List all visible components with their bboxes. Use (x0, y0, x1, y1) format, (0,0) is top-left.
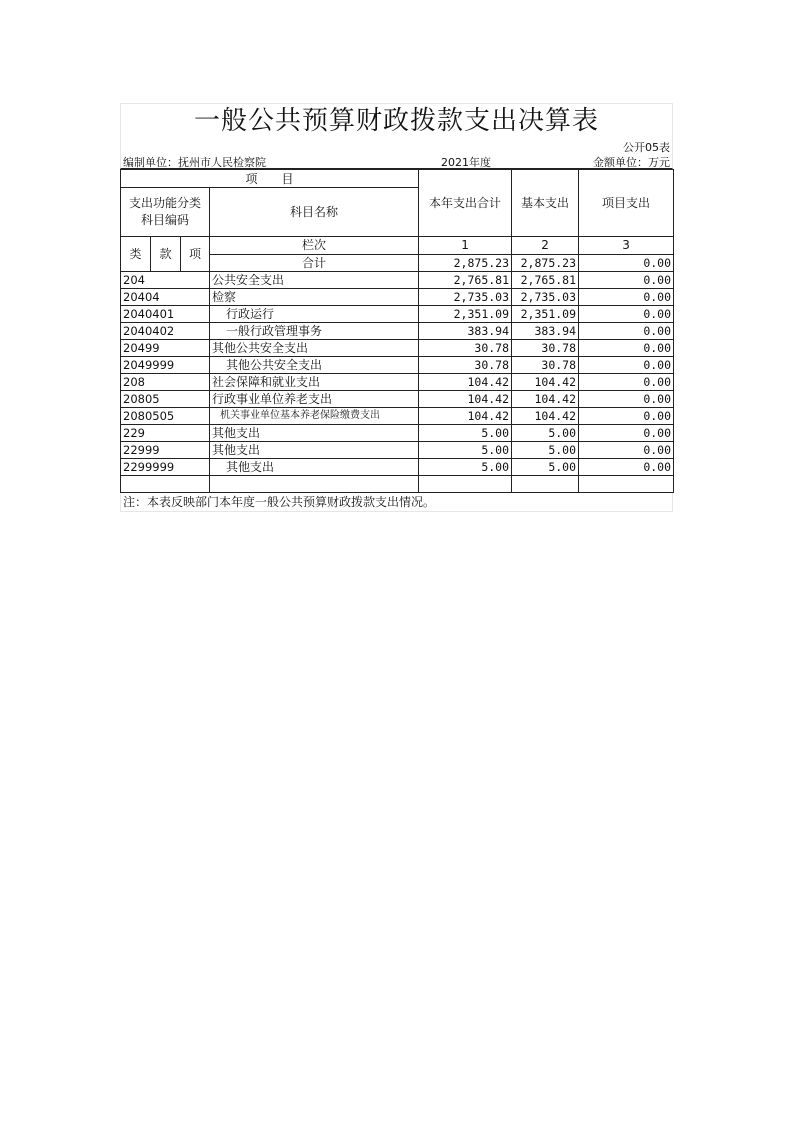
form-number: 公开05表 (623, 141, 670, 154)
table-row (121, 323, 674, 340)
row-basic: 5.00 (512, 442, 579, 459)
row-name: 其他公共安全支出 (210, 357, 419, 374)
empty-cell (210, 476, 419, 493)
row-code: 2040402 (121, 323, 210, 340)
row-total: 2,735.03 (419, 289, 512, 306)
row-project: 0.00 (579, 340, 674, 357)
row-name: 机关事业单位基本养老保险缴费支出 (210, 408, 419, 425)
sum-project: 0.00 (579, 254, 674, 272)
row-basic: 2,765.81 (512, 272, 579, 289)
row-basic: 104.42 (512, 374, 579, 391)
row-total: 5.00 (419, 425, 512, 442)
table-row (121, 374, 674, 391)
org-label: 编制单位：抚州市人民检察院 (123, 156, 266, 169)
table-row (121, 459, 674, 476)
row-code: 204 (121, 272, 210, 289)
row-basic: 5.00 (512, 425, 579, 442)
row-code: 2299999 (121, 459, 210, 476)
row-total: 2,765.81 (419, 272, 512, 289)
header-total: 本年支出合计 (419, 170, 512, 237)
row-code: 20404 (121, 289, 210, 306)
row-project: 0.00 (579, 272, 674, 289)
sum-total: 2,875.23 (419, 254, 512, 272)
table-header (121, 170, 674, 272)
row-total: 104.42 (419, 374, 512, 391)
row-total: 5.00 (419, 459, 512, 476)
sum-basic: 2,875.23 (512, 254, 579, 272)
header-code-group (121, 188, 210, 237)
row-code: 2080505 (121, 408, 210, 425)
header-name: 科目名称 (210, 188, 419, 237)
table-row (121, 357, 674, 374)
row-project: 0.00 (579, 323, 674, 340)
empty-cell (512, 476, 579, 493)
header-seq2: 2 (512, 237, 579, 255)
row-name: 公共安全支出 (210, 272, 419, 289)
row-basic: 30.78 (512, 357, 579, 374)
sum-label: 合计 (210, 254, 419, 272)
row-project: 0.00 (579, 357, 674, 374)
header-seq-label: 栏次 (210, 237, 419, 255)
header-basic: 基本支出 (512, 170, 579, 237)
table-row (121, 289, 674, 306)
row-total: 104.42 (419, 408, 512, 425)
row-basic: 104.42 (512, 391, 579, 408)
row-project: 0.00 (579, 306, 674, 323)
unit-label: 金额单位：万元 (593, 156, 670, 169)
row-project: 0.00 (579, 289, 674, 306)
row-code: 22999 (121, 442, 210, 459)
row-name: 一般行政管理事务 (210, 323, 419, 340)
form-number-line (120, 138, 673, 153)
row-name: 社会保障和就业支出 (210, 374, 419, 391)
report-title: 一般公共预算财政拨款支出决算表 (120, 103, 673, 138)
row-basic: 2,351.09 (512, 306, 579, 323)
row-total: 104.42 (419, 391, 512, 408)
row-basic: 30.78 (512, 340, 579, 357)
row-total: 2,351.09 (419, 306, 512, 323)
table-body (121, 272, 674, 493)
meta-line (120, 153, 673, 169)
row-code: 20805 (121, 391, 210, 408)
row-total: 383.94 (419, 323, 512, 340)
row-name: 其他支出 (210, 425, 419, 442)
row-code: 20499 (121, 340, 210, 357)
row-project: 0.00 (579, 442, 674, 459)
header-lei: 类 (121, 237, 151, 272)
row-code: 229 (121, 425, 210, 442)
header-kuan: 款 (151, 237, 181, 272)
header-seq3: 3 (579, 237, 674, 255)
table-row (121, 442, 674, 459)
report-sheet (120, 103, 673, 512)
row-name: 其他支出 (210, 459, 419, 476)
header-code-group-text: 支出功能分类 科目编码 (128, 196, 201, 227)
row-name: 检察 (210, 289, 419, 306)
table-row (121, 425, 674, 442)
header-seq1: 1 (419, 237, 512, 255)
row-code: 208 (121, 374, 210, 391)
year-label: 2021年度 (441, 156, 491, 169)
table-row-empty (121, 476, 674, 493)
row-total: 30.78 (419, 357, 512, 374)
row-project: 0.00 (579, 425, 674, 442)
row-basic: 383.94 (512, 323, 579, 340)
row-project: 0.00 (579, 374, 674, 391)
table-note: 注：本表反映部门本年度一般公共预算财政拨款支出情况。 (120, 493, 673, 512)
row-basic: 2,735.03 (512, 289, 579, 306)
table-row (121, 306, 674, 323)
row-name: 其他支出 (210, 442, 419, 459)
table-row (121, 340, 674, 357)
expenditure-table (120, 169, 674, 493)
row-basic: 5.00 (512, 459, 579, 476)
row-total: 5.00 (419, 442, 512, 459)
empty-cell (121, 476, 210, 493)
header-xiang: 项 (181, 237, 210, 272)
row-basic: 104.42 (512, 408, 579, 425)
row-project: 0.00 (579, 459, 674, 476)
row-name: 其他公共安全支出 (210, 340, 419, 357)
table-row (121, 391, 674, 408)
empty-cell (579, 476, 674, 493)
row-project: 0.00 (579, 391, 674, 408)
row-code: 2040401 (121, 306, 210, 323)
table-row (121, 408, 674, 425)
row-name: 行政事业单位养老支出 (210, 391, 419, 408)
row-code: 2049999 (121, 357, 210, 374)
row-project: 0.00 (579, 408, 674, 425)
table-row (121, 272, 674, 289)
empty-cell (419, 476, 512, 493)
header-item: 项 目 (121, 170, 419, 188)
header-project: 项目支出 (579, 170, 674, 237)
row-name: 行政运行 (210, 306, 419, 323)
row-total: 30.78 (419, 340, 512, 357)
